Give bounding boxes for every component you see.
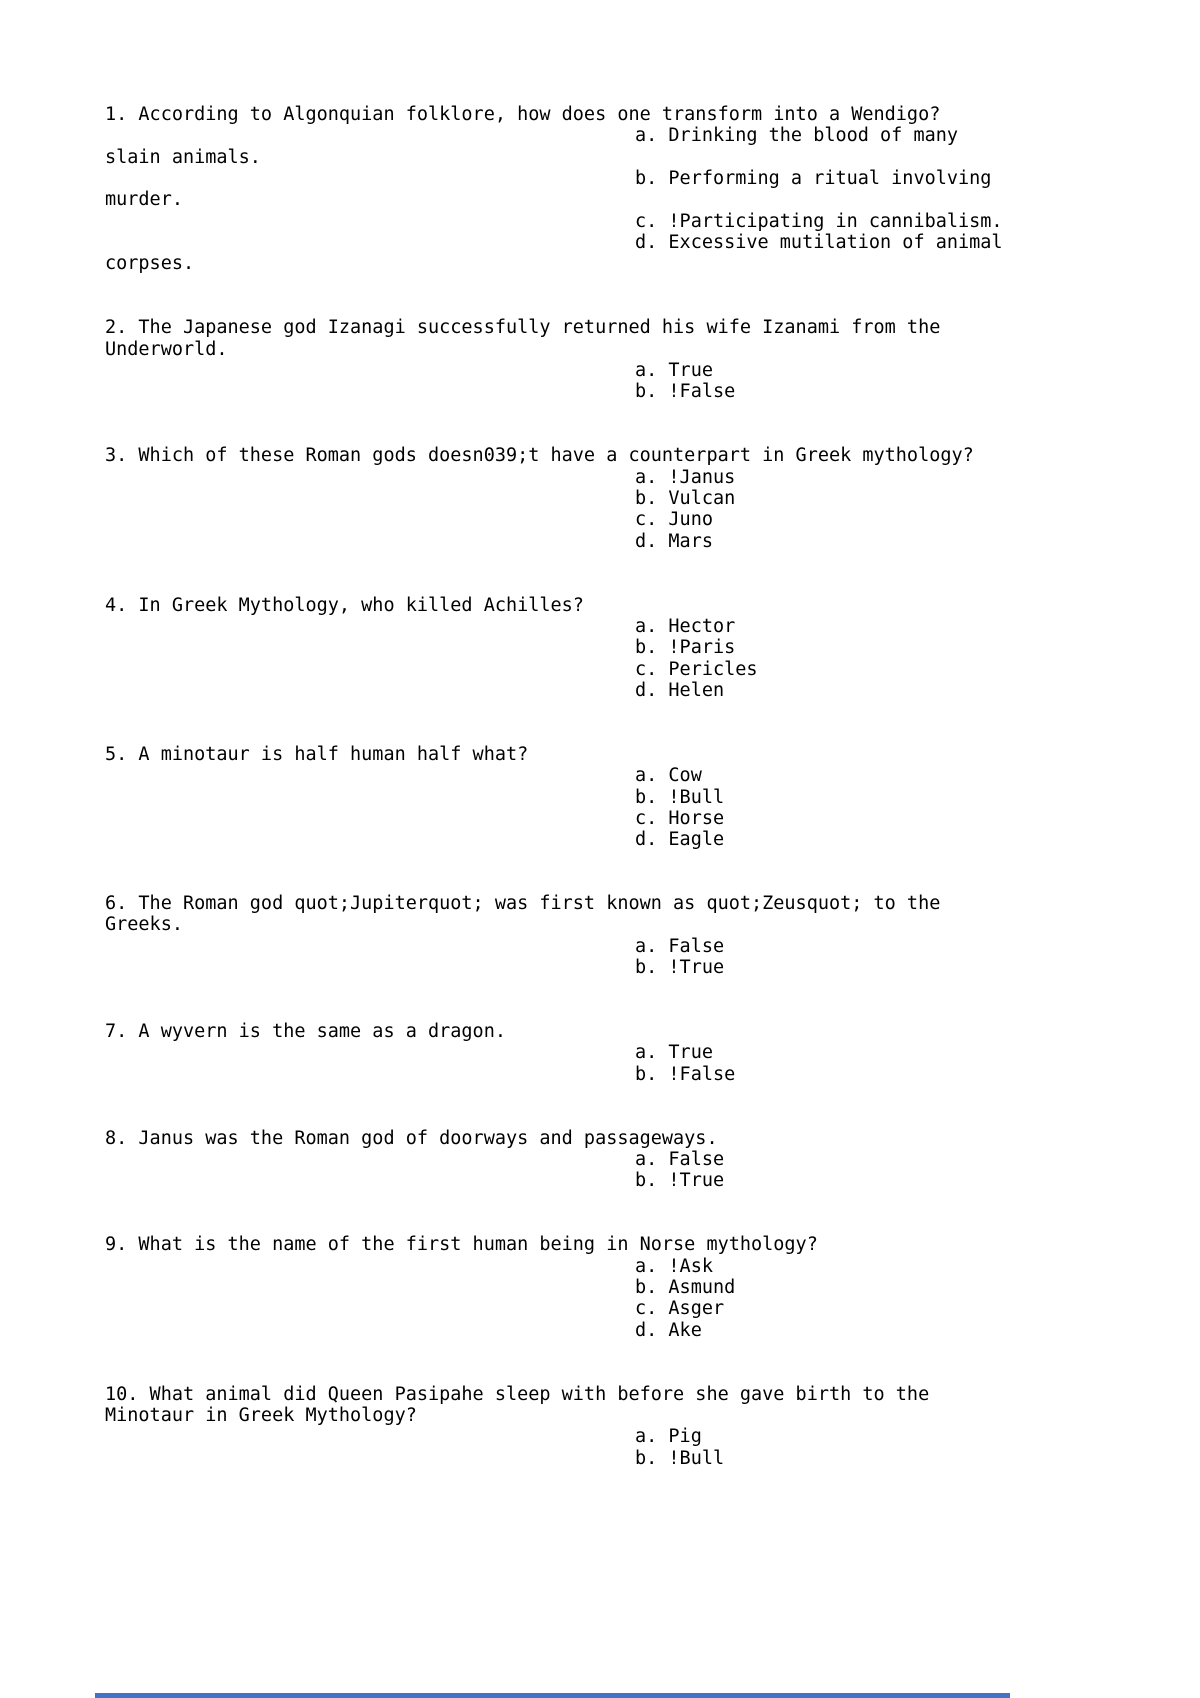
- question-line-row: [105, 893, 1200, 914]
- option-line-row: [105, 616, 1200, 637]
- blank-line: [105, 850, 1200, 871]
- option-line: a. Hector: [635, 615, 736, 637]
- option-line: b. !True: [635, 1170, 725, 1192]
- option-line: a. Drinking the blood of many: [635, 125, 959, 147]
- blank-line: [105, 552, 1200, 573]
- option-line: b. !True: [635, 957, 725, 979]
- option-line: b. !False: [635, 1063, 736, 1085]
- question-line-row: [105, 445, 1200, 466]
- option-line-row: [105, 1448, 1200, 1469]
- question-line: 10. What animal did Queen Pasipahe sleep with before she gave birth to the: [105, 1383, 930, 1405]
- option-line: c. Pericles: [635, 658, 758, 680]
- option-line-row: [105, 637, 1200, 658]
- question-line: 7. A wyvern is the same as a dragon.: [105, 1021, 506, 1043]
- option-line-row: [105, 765, 1200, 786]
- option-line: b. Asmund: [635, 1277, 736, 1299]
- option-line-row: [105, 659, 1200, 680]
- blank-line: [105, 723, 1200, 744]
- option-line-row: [105, 1149, 1200, 1170]
- option-continuation-line: corpses.: [105, 253, 195, 275]
- page-bottom-divider: [95, 1693, 1010, 1698]
- option-continuation-line: murder.: [105, 189, 183, 211]
- blank-line: [105, 1469, 1200, 1490]
- blank-line: [105, 403, 1200, 424]
- option-line-row: [105, 232, 1200, 253]
- option-line-row: [105, 680, 1200, 701]
- option-line: b. Performing a ritual involving: [635, 167, 992, 189]
- question-line-row: [105, 1234, 1200, 1255]
- option-continuation-line-row: [105, 253, 1200, 274]
- blank-line: [105, 296, 1200, 317]
- option-continuation-line-row: [105, 147, 1200, 168]
- option-line: a. Cow: [635, 765, 702, 787]
- question-line: 2. The Japanese god Izanagi successfully returned his wife Izanami from the: [105, 317, 941, 339]
- option-line-row: [105, 936, 1200, 957]
- quiz-document: [105, 104, 1200, 1512]
- option-line: c. Horse: [635, 807, 725, 829]
- option-line: d. Mars: [635, 530, 713, 552]
- question-line-row: [105, 1384, 1200, 1405]
- option-line-row: [105, 1426, 1200, 1447]
- question-line-row: [105, 914, 1200, 935]
- blank-line: [105, 424, 1200, 445]
- blank-line: [105, 1106, 1200, 1127]
- question-line: 3. Which of these Roman gods doesn039;t have a counterpart in Greek mythology?: [105, 445, 974, 467]
- question-line: Minotaur in Greek Mythology?: [105, 1405, 417, 1427]
- option-line: a. False: [635, 1149, 725, 1171]
- option-line: d. Eagle: [635, 829, 725, 851]
- question-line: 6. The Roman god quot;Jupiterquot; was first known as quot;Zeusquot; to the: [105, 893, 941, 915]
- option-line: a. Pig: [635, 1426, 702, 1448]
- option-line-row: [105, 360, 1200, 381]
- option-line-row: [105, 509, 1200, 530]
- question-line: 4. In Greek Mythology, who killed Achilles?: [105, 594, 584, 616]
- option-line-row: [105, 808, 1200, 829]
- question-line: 9. What is the name of the first human being in Norse mythology?: [105, 1234, 818, 1256]
- blank-line: [105, 1192, 1200, 1213]
- question-line-row: [105, 744, 1200, 765]
- blank-line: [105, 978, 1200, 999]
- question-line-row: [105, 1021, 1200, 1042]
- option-line: a. True: [635, 359, 713, 381]
- option-line: b. !False: [635, 381, 736, 403]
- option-line-row: [105, 1320, 1200, 1341]
- option-line: c. Juno: [635, 509, 713, 531]
- option-continuation-line: slain animals.: [105, 146, 261, 168]
- option-line: d. Excessive mutilation of animal: [635, 231, 1003, 253]
- question-line: Greeks.: [105, 914, 183, 936]
- option-line-row: [105, 1064, 1200, 1085]
- option-line: c. !Participating in cannibalism.: [635, 210, 1003, 232]
- option-line-row: [105, 381, 1200, 402]
- option-line: a. !Ask: [635, 1255, 713, 1277]
- question-line-row: [105, 1128, 1200, 1149]
- blank-line: [105, 872, 1200, 893]
- option-line-row: [105, 531, 1200, 552]
- option-line-row: [105, 1256, 1200, 1277]
- option-line-row: [105, 829, 1200, 850]
- question-line: Underworld.: [105, 338, 228, 360]
- blank-line: [105, 1000, 1200, 1021]
- option-line: a. !Janus: [635, 466, 736, 488]
- question-line: 8. Janus was the Roman god of doorways and passageways.: [105, 1127, 718, 1149]
- blank-line: [105, 275, 1200, 296]
- blank-line: [105, 1085, 1200, 1106]
- question-line-row: [105, 595, 1200, 616]
- option-line-row: [105, 467, 1200, 488]
- option-line-row: [105, 957, 1200, 978]
- question-line-row: [105, 339, 1200, 360]
- option-line: d. Helen: [635, 679, 725, 701]
- option-line: b. !Paris: [635, 637, 736, 659]
- option-line-row: [105, 211, 1200, 232]
- option-line-row: [105, 1170, 1200, 1191]
- option-line-row: [105, 1298, 1200, 1319]
- option-line: d. Ake: [635, 1319, 702, 1341]
- question-line-row: [105, 104, 1200, 125]
- option-line-row: [105, 1042, 1200, 1063]
- option-line: a. True: [635, 1042, 713, 1064]
- option-line: a. False: [635, 935, 725, 957]
- blank-line: [105, 1490, 1200, 1511]
- blank-line: [105, 1341, 1200, 1362]
- question-line-row: [105, 1405, 1200, 1426]
- option-line-row: [105, 125, 1200, 146]
- blank-line: [105, 573, 1200, 594]
- question-line-row: [105, 317, 1200, 338]
- option-line: b. !Bull: [635, 786, 725, 808]
- blank-line: [105, 701, 1200, 722]
- option-line: c. Asger: [635, 1298, 725, 1320]
- option-line-row: [105, 168, 1200, 189]
- blank-line: [105, 1213, 1200, 1234]
- option-line-row: [105, 488, 1200, 509]
- question-line: 1. According to Algonquian folklore, how does one transform into a Wendigo?: [105, 104, 941, 125]
- option-line: b. Vulcan: [635, 487, 736, 509]
- blank-line: [105, 1362, 1200, 1383]
- question-line: 5. A minotaur is half human half what?: [105, 743, 529, 765]
- option-line: b. !Bull: [635, 1447, 725, 1469]
- option-line-row: [105, 787, 1200, 808]
- option-continuation-line-row: [105, 189, 1200, 210]
- option-line-row: [105, 1277, 1200, 1298]
